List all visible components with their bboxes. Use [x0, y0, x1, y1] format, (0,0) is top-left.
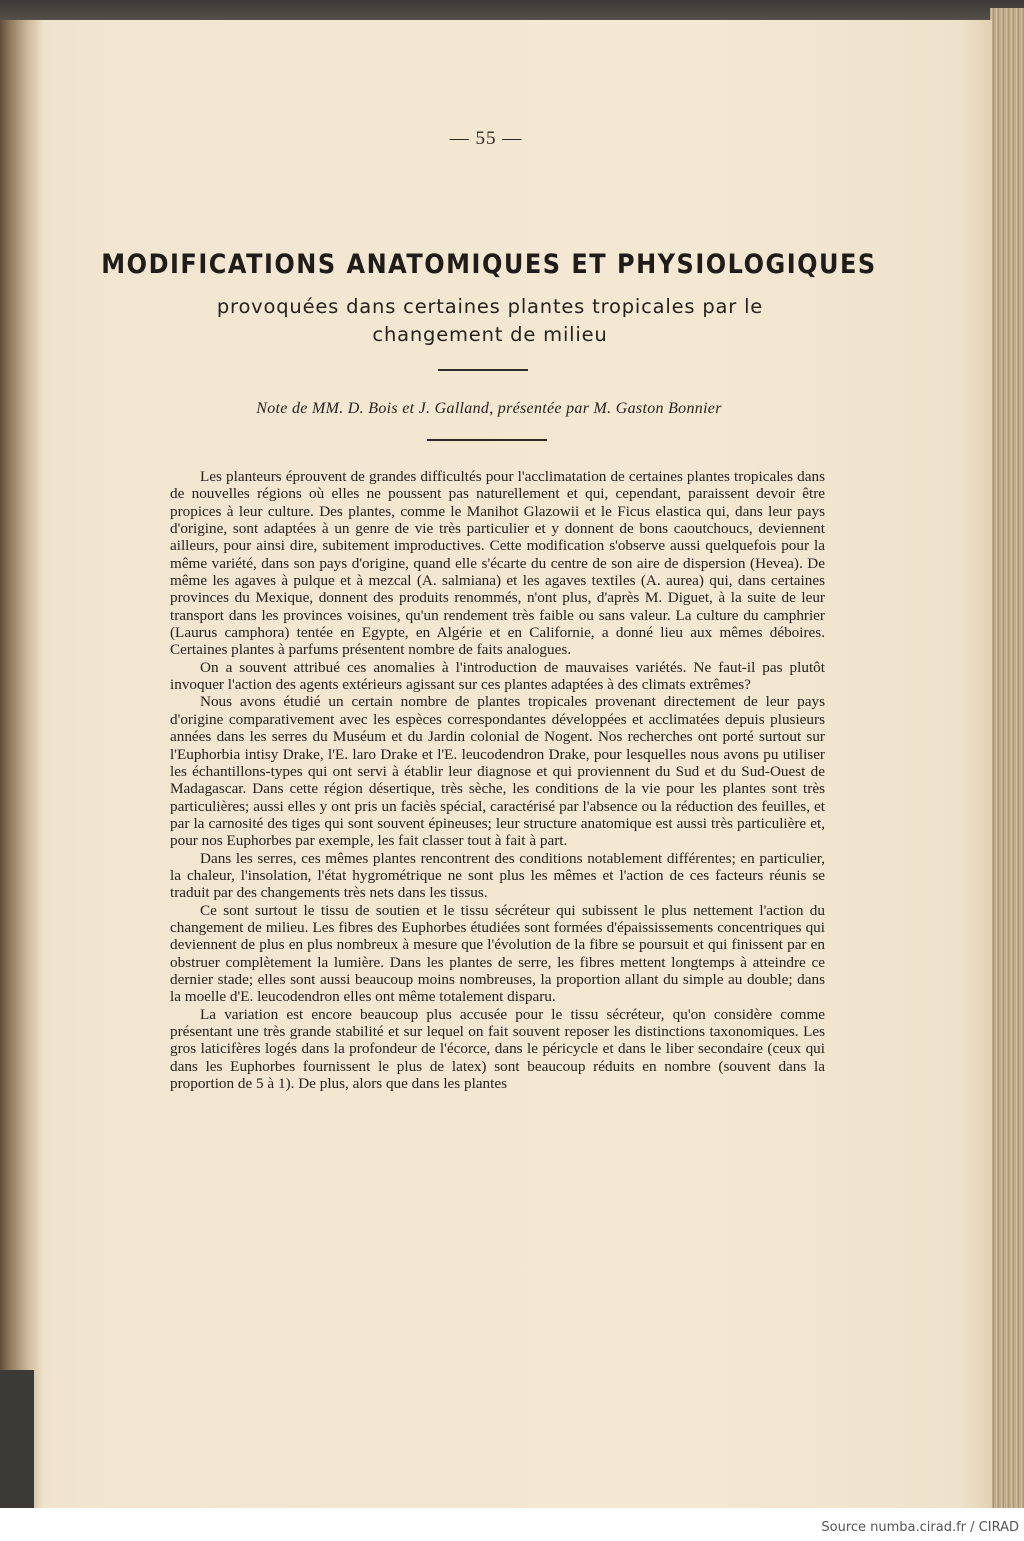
author-divider — [427, 439, 547, 441]
page-stack-edge — [990, 8, 1024, 1508]
page-number: — 55 — — [449, 128, 523, 149]
body-paragraph: Les planteurs éprouvent de grandes difficultés pour l'acclimatation de certaines plantes tropicales dans de nouvelles régions où elles ne poussent pas naturellement et qui, cependant, paraissent devoir être propices à leur culture. Des plantes, comme le Manihot Glazowii et le Ficus elastica qui, dans leur pays d'origine, sont adaptées à un genre de vie très particulier et y donnent de bons caoutchoucs, deviennent ailleurs, pour ainsi dire, subitement improductives. Cette modification s'observe aussi quelquefois pour la même variété, dans son pays d'origine, quand elle s'écarte du centre de son aire de dispersion (Hevea). De même les agaves à pulque et à mezcal (A. salmiana) et les agaves textiles (A. aurea) qui, dans certaines provinces du Mexique, donnent des produits renommés, n'ont plus, d'après M. Diguet, à la suite de leur transport dans les provinces voisines, qu'un rendement très faible ou sans valeur. La culture du camphrier (Laurus camphora) tentée en Egypte, en Algérie et en Californie, a donné lieu aux mêmes déboires. Certaines plantes à parfums présentent nombre de faits analogues. — [170, 468, 825, 659]
author-note: Note de MM. D. Bois et J. Galland, présentée par M. Gaston Bonnier — [256, 400, 722, 417]
body-paragraph: On a souvent attribué ces anomalies à l'introduction de mauvaises variétés. Ne faut-il pas plutôt invoquer l'action des agents extérieurs agissant sur ces plantes adaptées à des climats extrêmes? — [170, 658, 825, 694]
body-paragraph: Dans les serres, ces mêmes plantes rencontrent des conditions notablement différentes; en particulier, la chaleur, l'insolation, l'état hygrométrique ne sont plus les mêmes et l'action de ces facteurs réunis se traduit par des changements très nets dans les tissus. — [170, 849, 825, 902]
body-paragraph: Nous avons étudié un certain nombre de plantes tropicales provenant directement de leur pays d'origine comparativement avec les espèces correspondantes développées et acclimatées depuis plusieurs années dans les serres du Muséum et du Jardin colonial de Nogent. Nos recherches ont porté surtout sur l'Euphorbia intisy Drake, l'E. laro Drake et l'E. leucodendron Drake, pour lesquelles nous avons pu utiliser les échantillons-types qui ont servi à établir leur diagnose et qui proviennent du Sud et du Sud-Ouest de Madagascar. Dans cette région désertique, très sèche, les conditions de la vie pour les plantes sont très particulières; aussi elles y ont pris un faciès spécial, caractérisé par l'absence ou la réduction des feuilles, et par la carnosité des tiges qui sont souvent épineuses; leur structure anatomique est aussi très particulière et, pour nos Euphorbes par exemple, les fait classer tout à fait à part. — [170, 693, 825, 850]
body-paragraph: La variation est encore beaucoup plus accusée pour le tissu sécréteur, qu'on considère comme présentant une très grande stabilité et sur lequel on fait souvent reposer les distinctions taxonomiques. Les gros laticifères logés dans la profondeur de l'écorce, dans le péricycle et dans le liber secondaire (ceux qui dans les Euphorbes fournissent le plus de latex) sont beaucoup réduits en nombre (souvent dans la proportion de 5 à 1). De plus, alors que dans les plantes — [170, 1005, 825, 1093]
spine-strip — [0, 1370, 34, 1508]
article-subtitle: provoquées dans certaines plantes tropicales par le changement de milieu — [216, 295, 764, 346]
article-body — [170, 468, 825, 1092]
title-divider — [438, 369, 528, 371]
source-credit: Source numba.cirad.fr / CIRAD — [821, 1520, 1019, 1535]
page-gutter-shadow — [0, 20, 44, 1508]
article-title: MODIFICATIONS ANATOMIQUES ET PHYSIOLOGIQUES — [101, 248, 877, 280]
body-paragraph: Ce sont surtout le tissu de soutien et le tissu sécréteur qui subissent le plus nettement l'action du changement de milieu. Les fibres des Euphorbes étudiées sont formées d'épaississements concentriques qui deviennent de plus en plus nombreux à mesure que l'évolution de la fibre se poursuit et qui finissent par en obstruer complètement la lumière. Dans les plantes de serre, les fibres mettent longtemps à atteindre ce dernier stade; elles sont aussi beaucoup moins nombreuses, la proportion allant du simple au double; dans la moelle d'E. leucodendron elles ont même totalement disparu. — [170, 901, 825, 1006]
